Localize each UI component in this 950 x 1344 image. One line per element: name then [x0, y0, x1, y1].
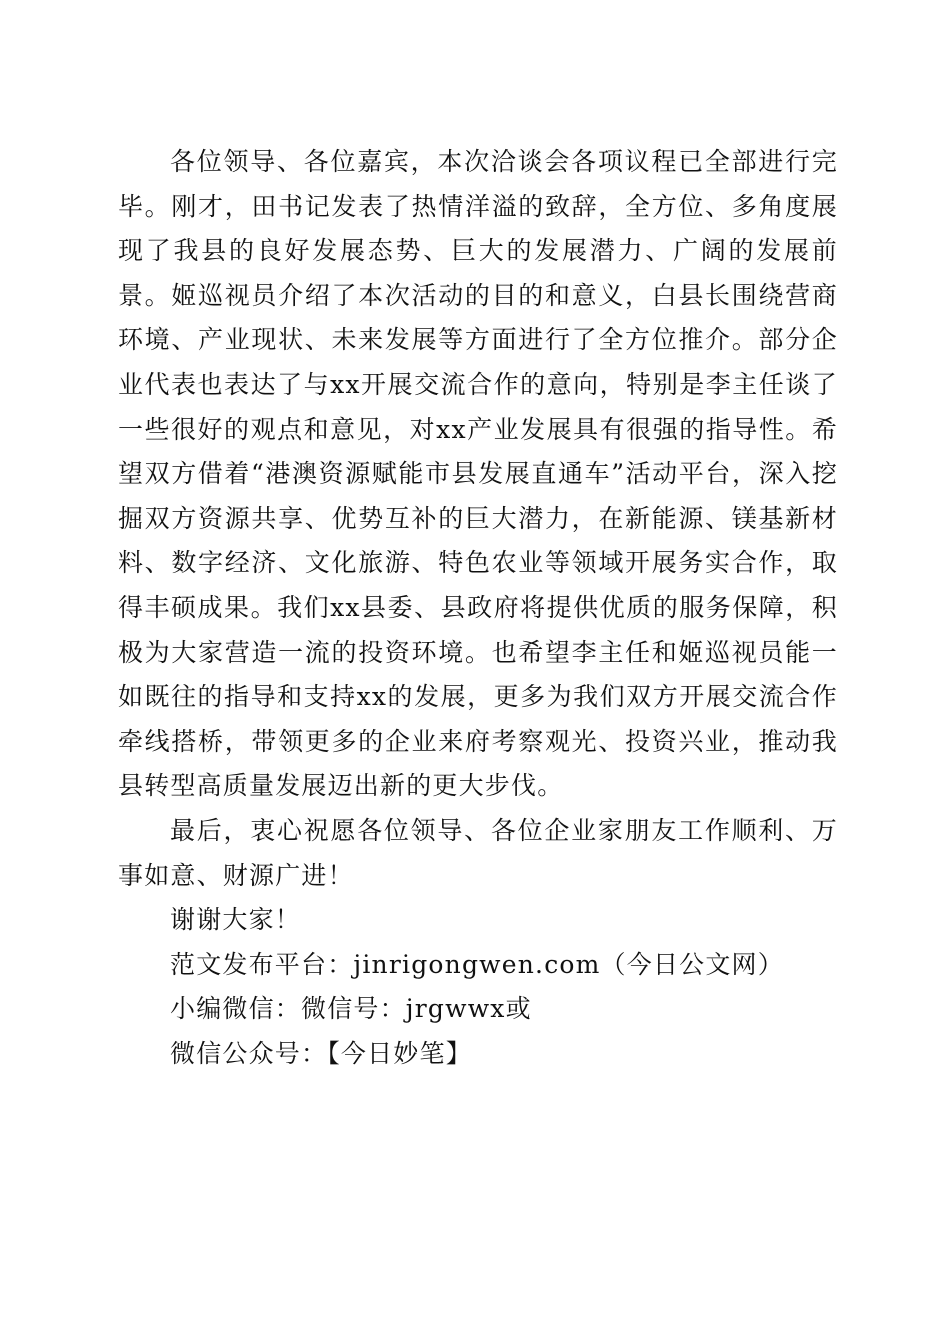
official-account-line: 微信公众号：【今日妙笔】	[170, 1038, 472, 1068]
platform-line: 范文发布平台：jinrigongwen.com（今日公文网）	[170, 949, 784, 979]
thanks-line: 谢谢大家！	[170, 905, 302, 935]
document-body	[118, 140, 838, 1076]
paragraph-main: 各位领导、各位嘉宾，本次洽谈会各项议程已全部进行完毕。刚才，田书记发表了热情洋溢的致辞，全方位、多角度展现了我县的良好发展态势、巨大的发展潜力、广阔的发展前景。姬巡视员介绍了本次活动的目的和意义，白县长围绕营商环境、产业现状、未来发展等方面进行了全方位推介。部分企业代表也表达了与xx开展交流合作的意向，特别是李主任谈了一些很好的观点和意见，对xx产业发展具有很强的指导性。希望双方借着“港澳资源赋能市县发展直通车”活动平台，深入挖掘双方资源共享、优势互补的巨大潜力，在新能源、镁基新材料、数字经济、文化旅游、特色农业等领域开展务实合作，取得丰硕成果。我们xx县委、县政府将提供优质的服务保障，积极为大家营造一流的投资环境。也希望李主任和姬巡视员能一如既往的指导和支持xx的发展，更多为我们双方开展交流合作牵线搭桥，带领更多的企业来府考察观光、投资兴业，推动我县转型高质量发展迈出新的更大步伐。	[118, 147, 838, 801]
wechat-line: 小编微信：微信号：jrgwwx或	[170, 994, 532, 1024]
paragraph-closing: 最后，衷心祝愿各位领导、各位企业家朋友工作顺利、万事如意、财源广进！	[118, 815, 838, 890]
